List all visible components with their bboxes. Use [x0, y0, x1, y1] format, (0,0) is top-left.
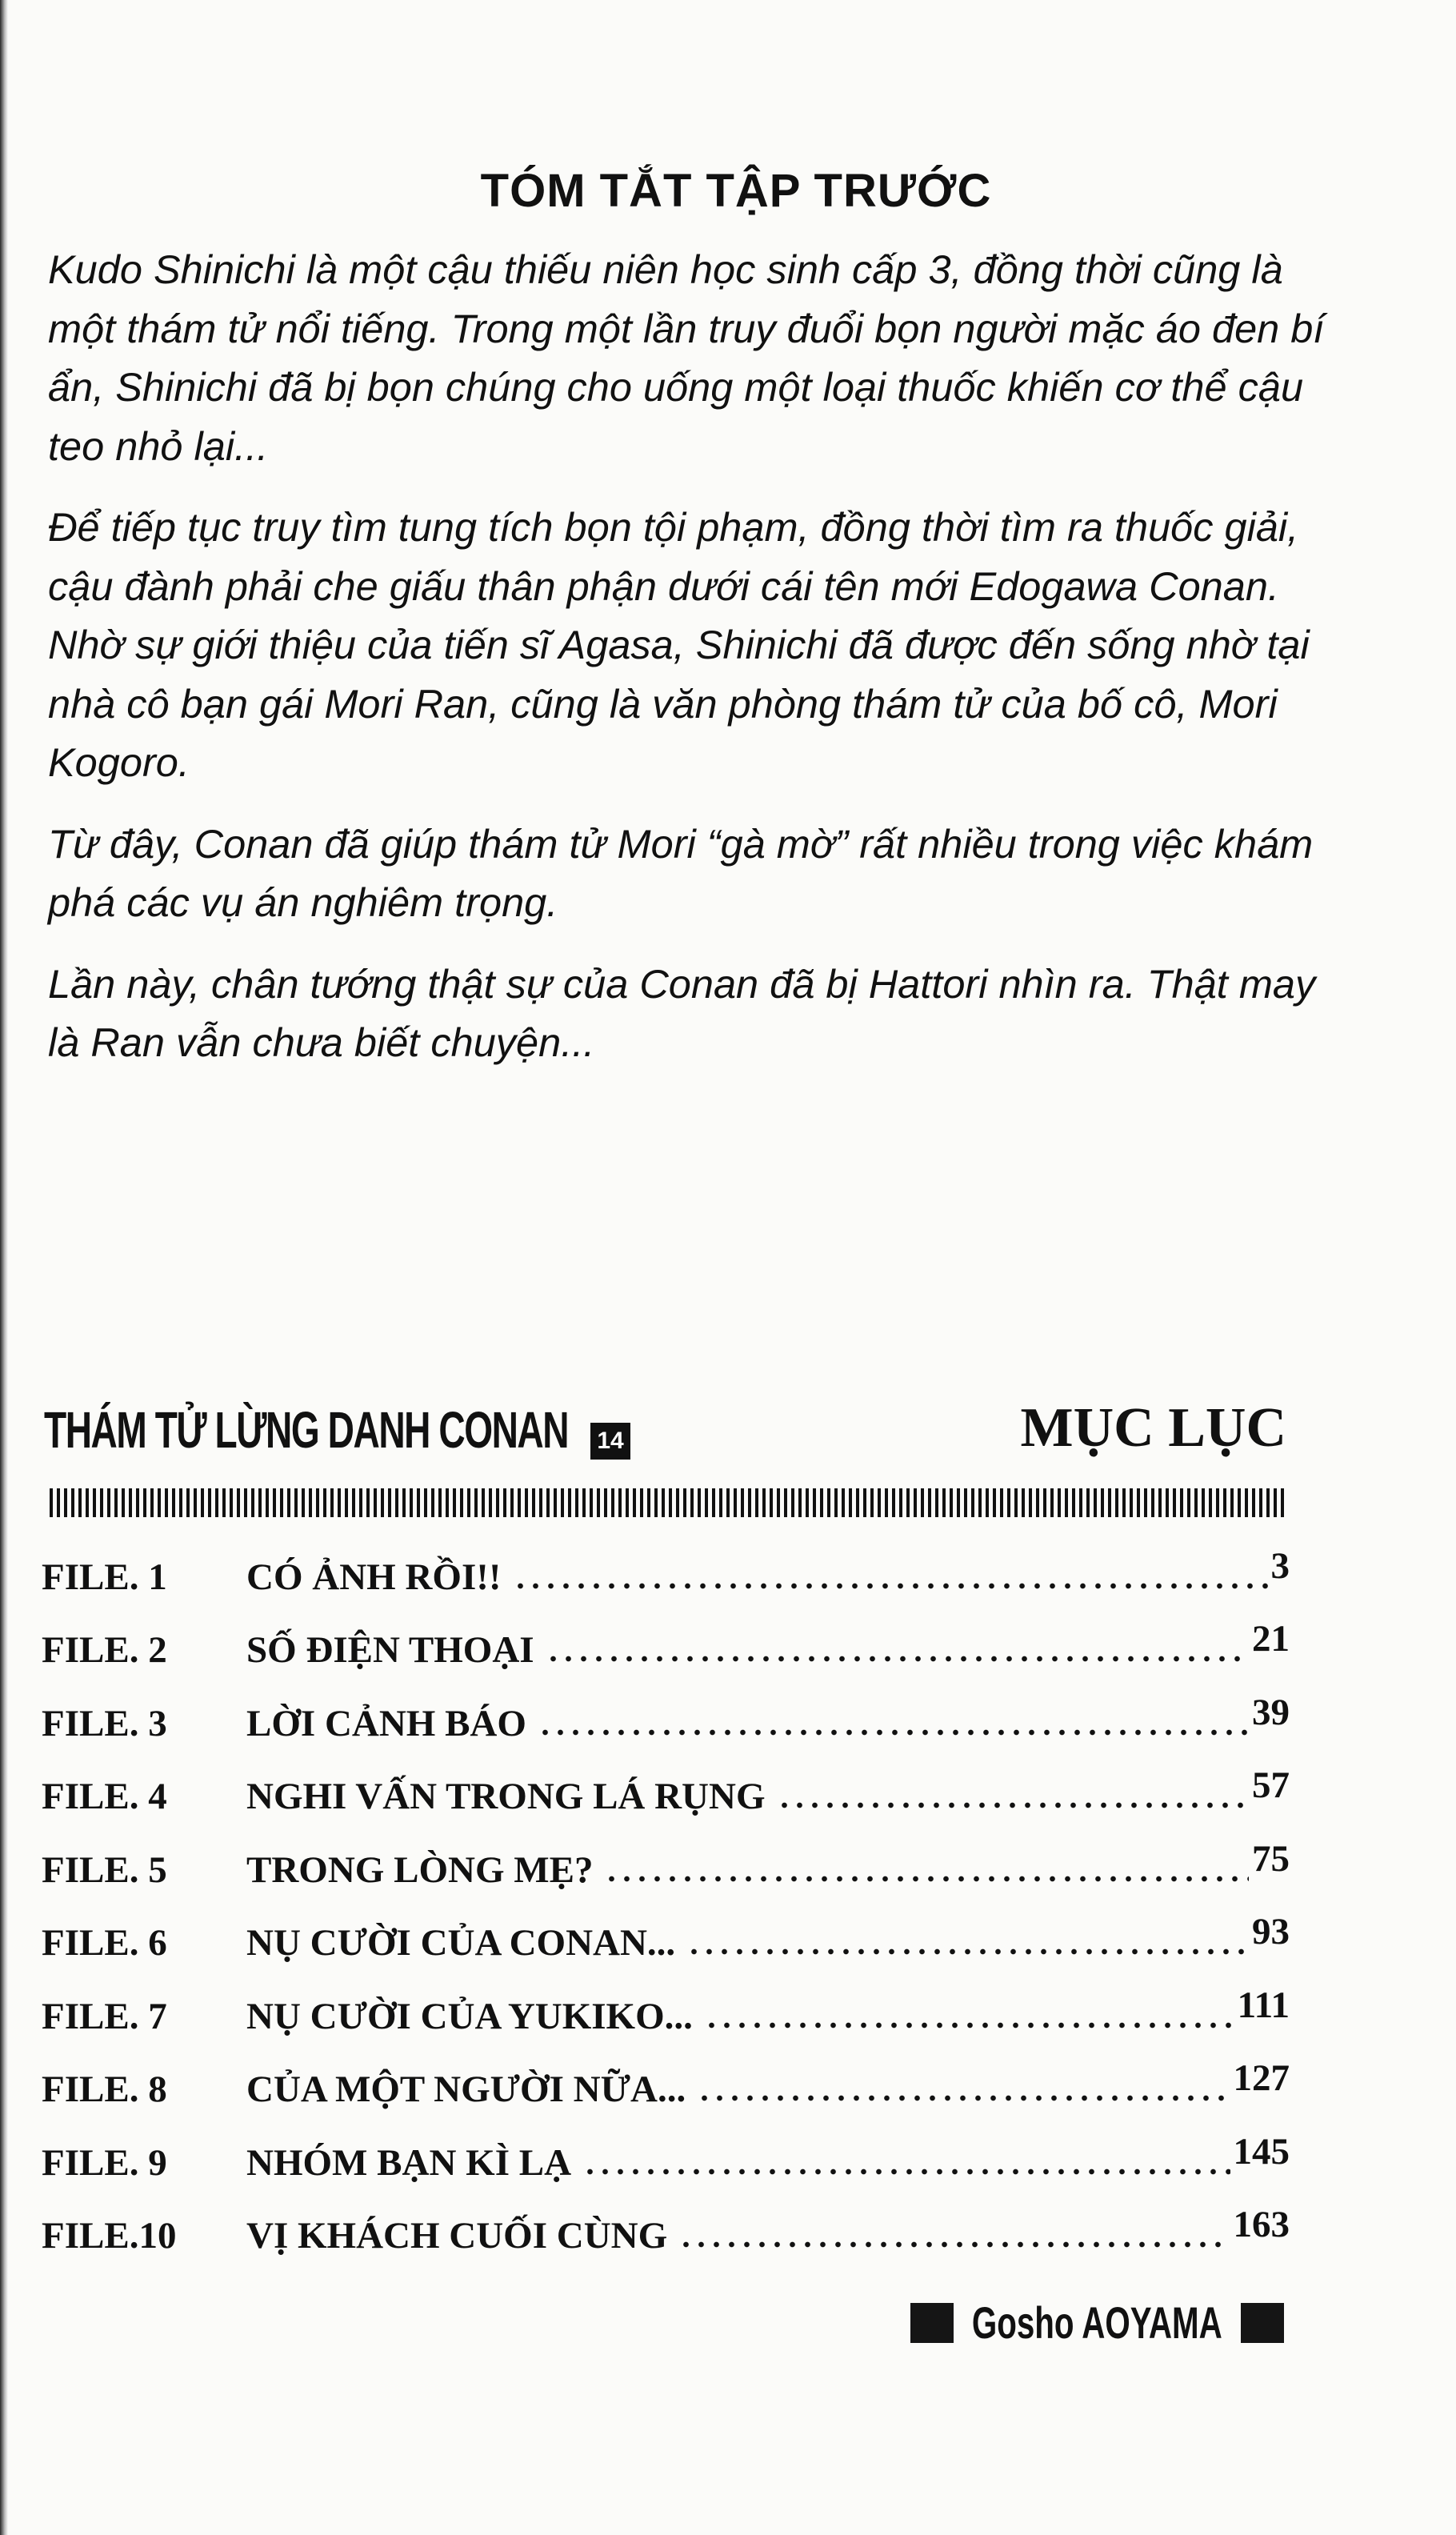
- toc-page-number: 93: [1252, 1911, 1290, 1953]
- toc-chapter-title: NỤ CƯỜI CỦA CONAN...: [246, 1922, 676, 1964]
- toc-entry: [42, 1540, 1290, 1614]
- toc-page-number: 111: [1237, 1984, 1290, 2026]
- toc-page-number: 57: [1252, 1764, 1290, 1807]
- toc-chapter-title: LỜI CẢNH BÁO: [246, 1702, 526, 1744]
- summary-text: [48, 240, 1328, 1095]
- toc-entry: [42, 1687, 1290, 1760]
- toc-file-number: FILE. 1: [42, 1556, 167, 1598]
- toc-entry: [42, 1760, 1290, 1834]
- toc-page-number: 3: [1270, 1544, 1290, 1587]
- toc-leader-dots: [513, 1583, 1268, 1589]
- toc-leader-dots: [777, 1802, 1250, 1808]
- toc-file-number: FILE. 8: [42, 2068, 167, 2111]
- toc-leader-dots: [546, 1656, 1249, 1662]
- toc-chapter-title: TRONG LÒNG MẸ?: [246, 1848, 594, 1891]
- summary-title: TÓM TẮT TẬP TRƯỚC: [480, 165, 992, 217]
- toc-chapter-title: CÓ ẢNH RỒI!!: [246, 1556, 502, 1598]
- volume-badge: 14: [590, 1423, 630, 1460]
- toc-page-number: 145: [1233, 2130, 1290, 2173]
- toc-entry: [42, 1833, 1290, 1907]
- author-credit: [910, 2297, 1284, 2349]
- toc-entry: [42, 1614, 1290, 1688]
- toc-file-number: FILE.10: [42, 2215, 177, 2257]
- toc-file-number: FILE. 6: [42, 1922, 167, 1964]
- summary-paragraph-1: Kudo Shinichi là một cậu thiếu niên học sinh cấp 3, đồng thời cũng là một thám tử nổi tiếng. Trong một lần truy đuổi bọn người mặc áo đen bí ẩn, Shinichi đã bị bọn chúng cho uống một loại thuốc khiến cơ thể cậu teo nhỏ lại...: [48, 246, 1325, 469]
- toc-leader-dots: [582, 2169, 1230, 2175]
- toc-chapter-title: NGHI VẤN TRONG LÁ RỤNG: [246, 1776, 766, 1818]
- toc-page-number: 75: [1252, 1837, 1290, 1880]
- toc-leader-dots: [538, 1729, 1249, 1736]
- toc-entry: [42, 1980, 1290, 2053]
- toc-chapter-title: SỐ ĐIỆN THOẠI: [246, 1629, 534, 1672]
- toc-chapter-title: NỤ CƯỜI CỦA YUKIKO...: [246, 1995, 693, 2037]
- toc-leader-dots: [704, 2022, 1234, 2028]
- toc-leader-dots: [697, 2095, 1230, 2101]
- author-name: Gosho AOYAMA: [972, 2297, 1223, 2348]
- toc-chapter-title: VỊ KHÁCH CUỐI CÙNG: [246, 2215, 668, 2257]
- toc-entry: [42, 2126, 1290, 2200]
- toc-page-number: 163: [1233, 2204, 1290, 2246]
- summary-paragraph-2: Để tiếp tục truy tìm tung tích bọn tội phạm, đồng thời tìm ra thuốc giải, cậu đành phải che giấu thân phận dưới cái tên mới Edogawa Conan. Nhờ sự giới thiệu của tiến sĩ Agasa, Shinichi đã được đến sống nhờ tại nhà cô bạn gái Mori Ran, cũng là văn phòng thám tử của bố cô, Mori Kogoro.: [48, 504, 1310, 785]
- toc-heading: MỤC LỤC: [1020, 1397, 1286, 1459]
- toc-file-number: FILE. 7: [42, 1995, 167, 2037]
- table-of-contents: [42, 1540, 1290, 2273]
- toc-file-number: FILE. 5: [42, 1848, 167, 1891]
- toc-page-number: 127: [1233, 2057, 1290, 2100]
- summary-paragraph-4: Lần này, chân tướng thật sự của Conan đã bị Hattori nhìn ra. Thật may là Ran vẫn chưa biết chuyện...: [48, 960, 1316, 1065]
- toc-file-number: FILE. 9: [42, 2141, 167, 2184]
- toc-chapter-title: NHÓM BẠN KÌ LẠ: [246, 2141, 572, 2184]
- toc-file-number: FILE. 4: [42, 1776, 167, 1818]
- toc-leader-dots: [686, 1948, 1249, 1955]
- toc-entry: [42, 2200, 1290, 2273]
- decorative-rule: [50, 1488, 1288, 1517]
- toc-page-number: 39: [1252, 1691, 1290, 1733]
- toc-entry: [42, 2053, 1290, 2127]
- author-right-block: [1241, 2303, 1284, 2343]
- author-left-block: [910, 2303, 954, 2343]
- toc-entry: [42, 1907, 1290, 1980]
- toc-leader-dots: [604, 1876, 1249, 1882]
- series-title: THÁM TỬ LỪNG DANH CONAN: [44, 1401, 569, 1459]
- toc-leader-dots: [678, 2241, 1230, 2248]
- toc-chapter-title: CỦA MỘT NGƯỜI NỮA...: [246, 2068, 686, 2111]
- toc-file-number: FILE. 3: [42, 1702, 167, 1744]
- summary-paragraph-3: Từ đây, Conan đã giúp thám tử Mori “gà mờ” rất nhiều trong việc khám phá các vụ án nghiêm trọng.: [48, 820, 1314, 925]
- toc-page-number: 21: [1252, 1618, 1290, 1660]
- page-edge-shadow: [0, 0, 8, 2535]
- toc-file-number: FILE. 2: [42, 1629, 167, 1672]
